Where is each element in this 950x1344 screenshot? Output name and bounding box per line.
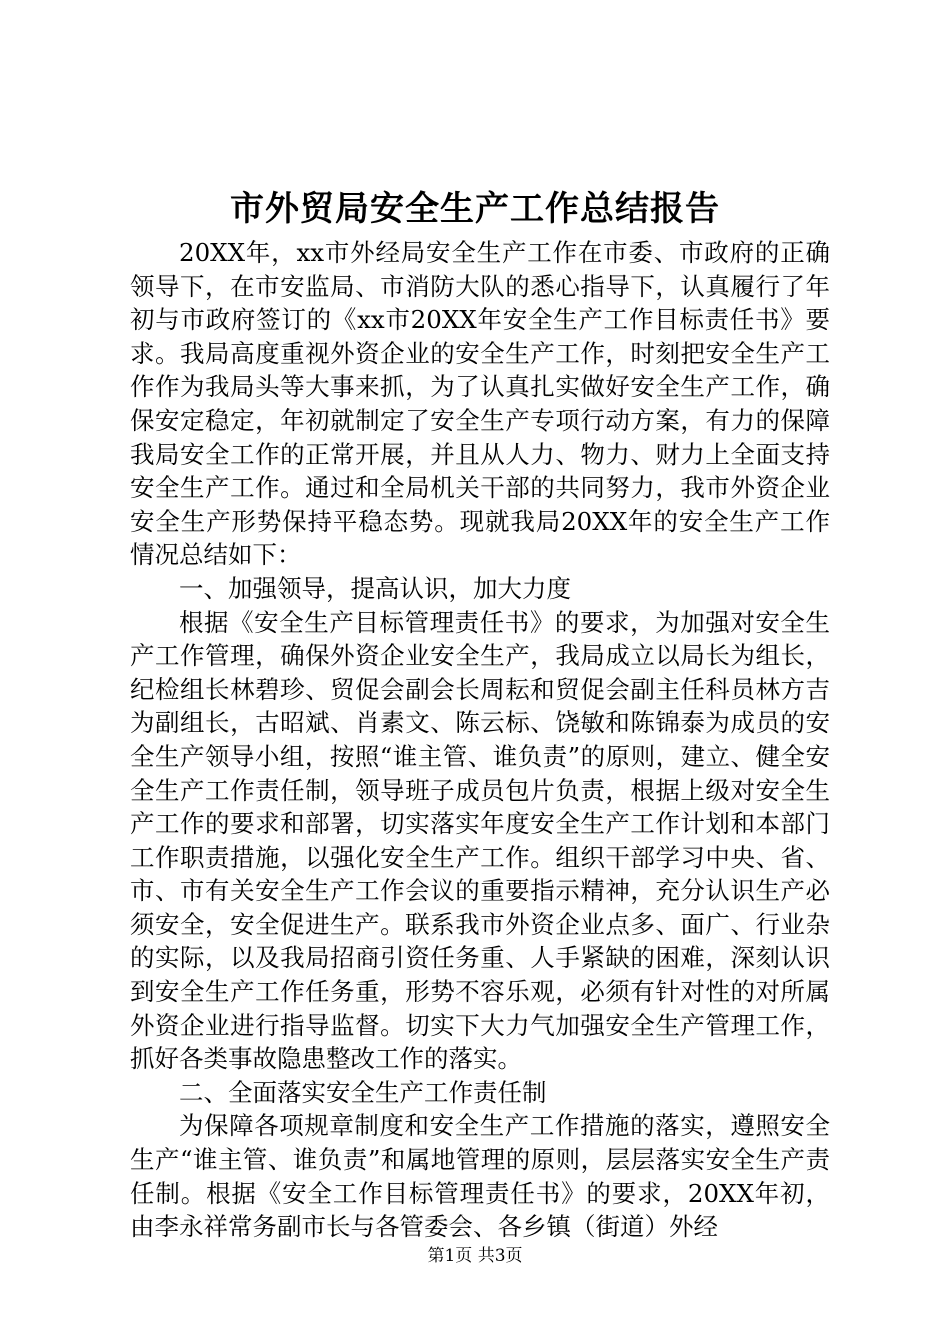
section-1-paragraph: 根据《安全生产目标管理责任书》的要求，为加强对安全生产工作管理，确保外资企业安全生产，我局成立以局长为组长，纪检组长林碧珍、贸促会副会长周耘和贸促会副主任科员林方吉为副组长，古昭斌、肖素文、陈云标、饶敏和陈锦泰为成员的安全生产领导小组，按照“谁主管、谁负责”的原则，建立、健全安全生产工作责任制，领导班子成员包片负责，根据上级对安全生产工作的要求和部署，切实落实年度安全生产工作计划和本部门工作职责措施，以强化安全生产工作。组织干部学习中央、省、市、市有关安全生产工作会议的重要指示精神，充分认识生产必须安全，安全促进生产。联系我市外资企业点多、面广、行业杂的实际，以及我局招商引资任务重、人手紧缺的困难，深刻认识到安全生产工作任务重，形势不容乐观，必须有针对性的对所属外资企业进行指导监督。切实下大力气加强安全生产管理工作，抓好各类事故隐患整改工作的落实。 [130,607,830,1074]
document-title: 市外贸局安全生产工作总结报告 [230,189,720,229]
section-heading-1: 一、加强领导，提高认识，加大力度 [179,573,571,603]
section-heading-2: 二、全面落实安全生产工作责任制 [179,1077,547,1107]
page-number-footer: 第1页 共3页 [427,1246,523,1266]
document-body [130,236,830,1244]
section-2-paragraph: 为保障各项规章制度和安全生产工作措施的落实，遵照安全生产“谁主管、谁负责”和属地管理的原则，层层落实安全生产责任制。根据《安全工作目标管理责任书》的要求，20XX年初，由李永祥常务副市长与各管委会、各乡镇（街道）外经 [130,1111,830,1242]
intro-paragraph: 20XX年，xx市外经局安全生产工作在市委、市政府的正确领导下，在市安监局、市消防大队的悉心指导下，认真履行了年初与市政府签订的《xx市20XX年安全生产工作目标责任书》要求。我局高度重视外资企业的安全生产工作，时刻把安全生产工作作为我局头等大事来抓，为了认真扎实做好安全生产工作，确保安定稳定，年初就制定了安全生产专项行动方案，有力的保障我局安全工作的正常开展，并且从人力、物力、财力上全面支持安全生产工作。通过和全局机关干部的共同努力，我市外资企业安全生产形势保持平稳态势。现就我局20XX年的安全生产工作情况总结如下： [130,238,830,570]
